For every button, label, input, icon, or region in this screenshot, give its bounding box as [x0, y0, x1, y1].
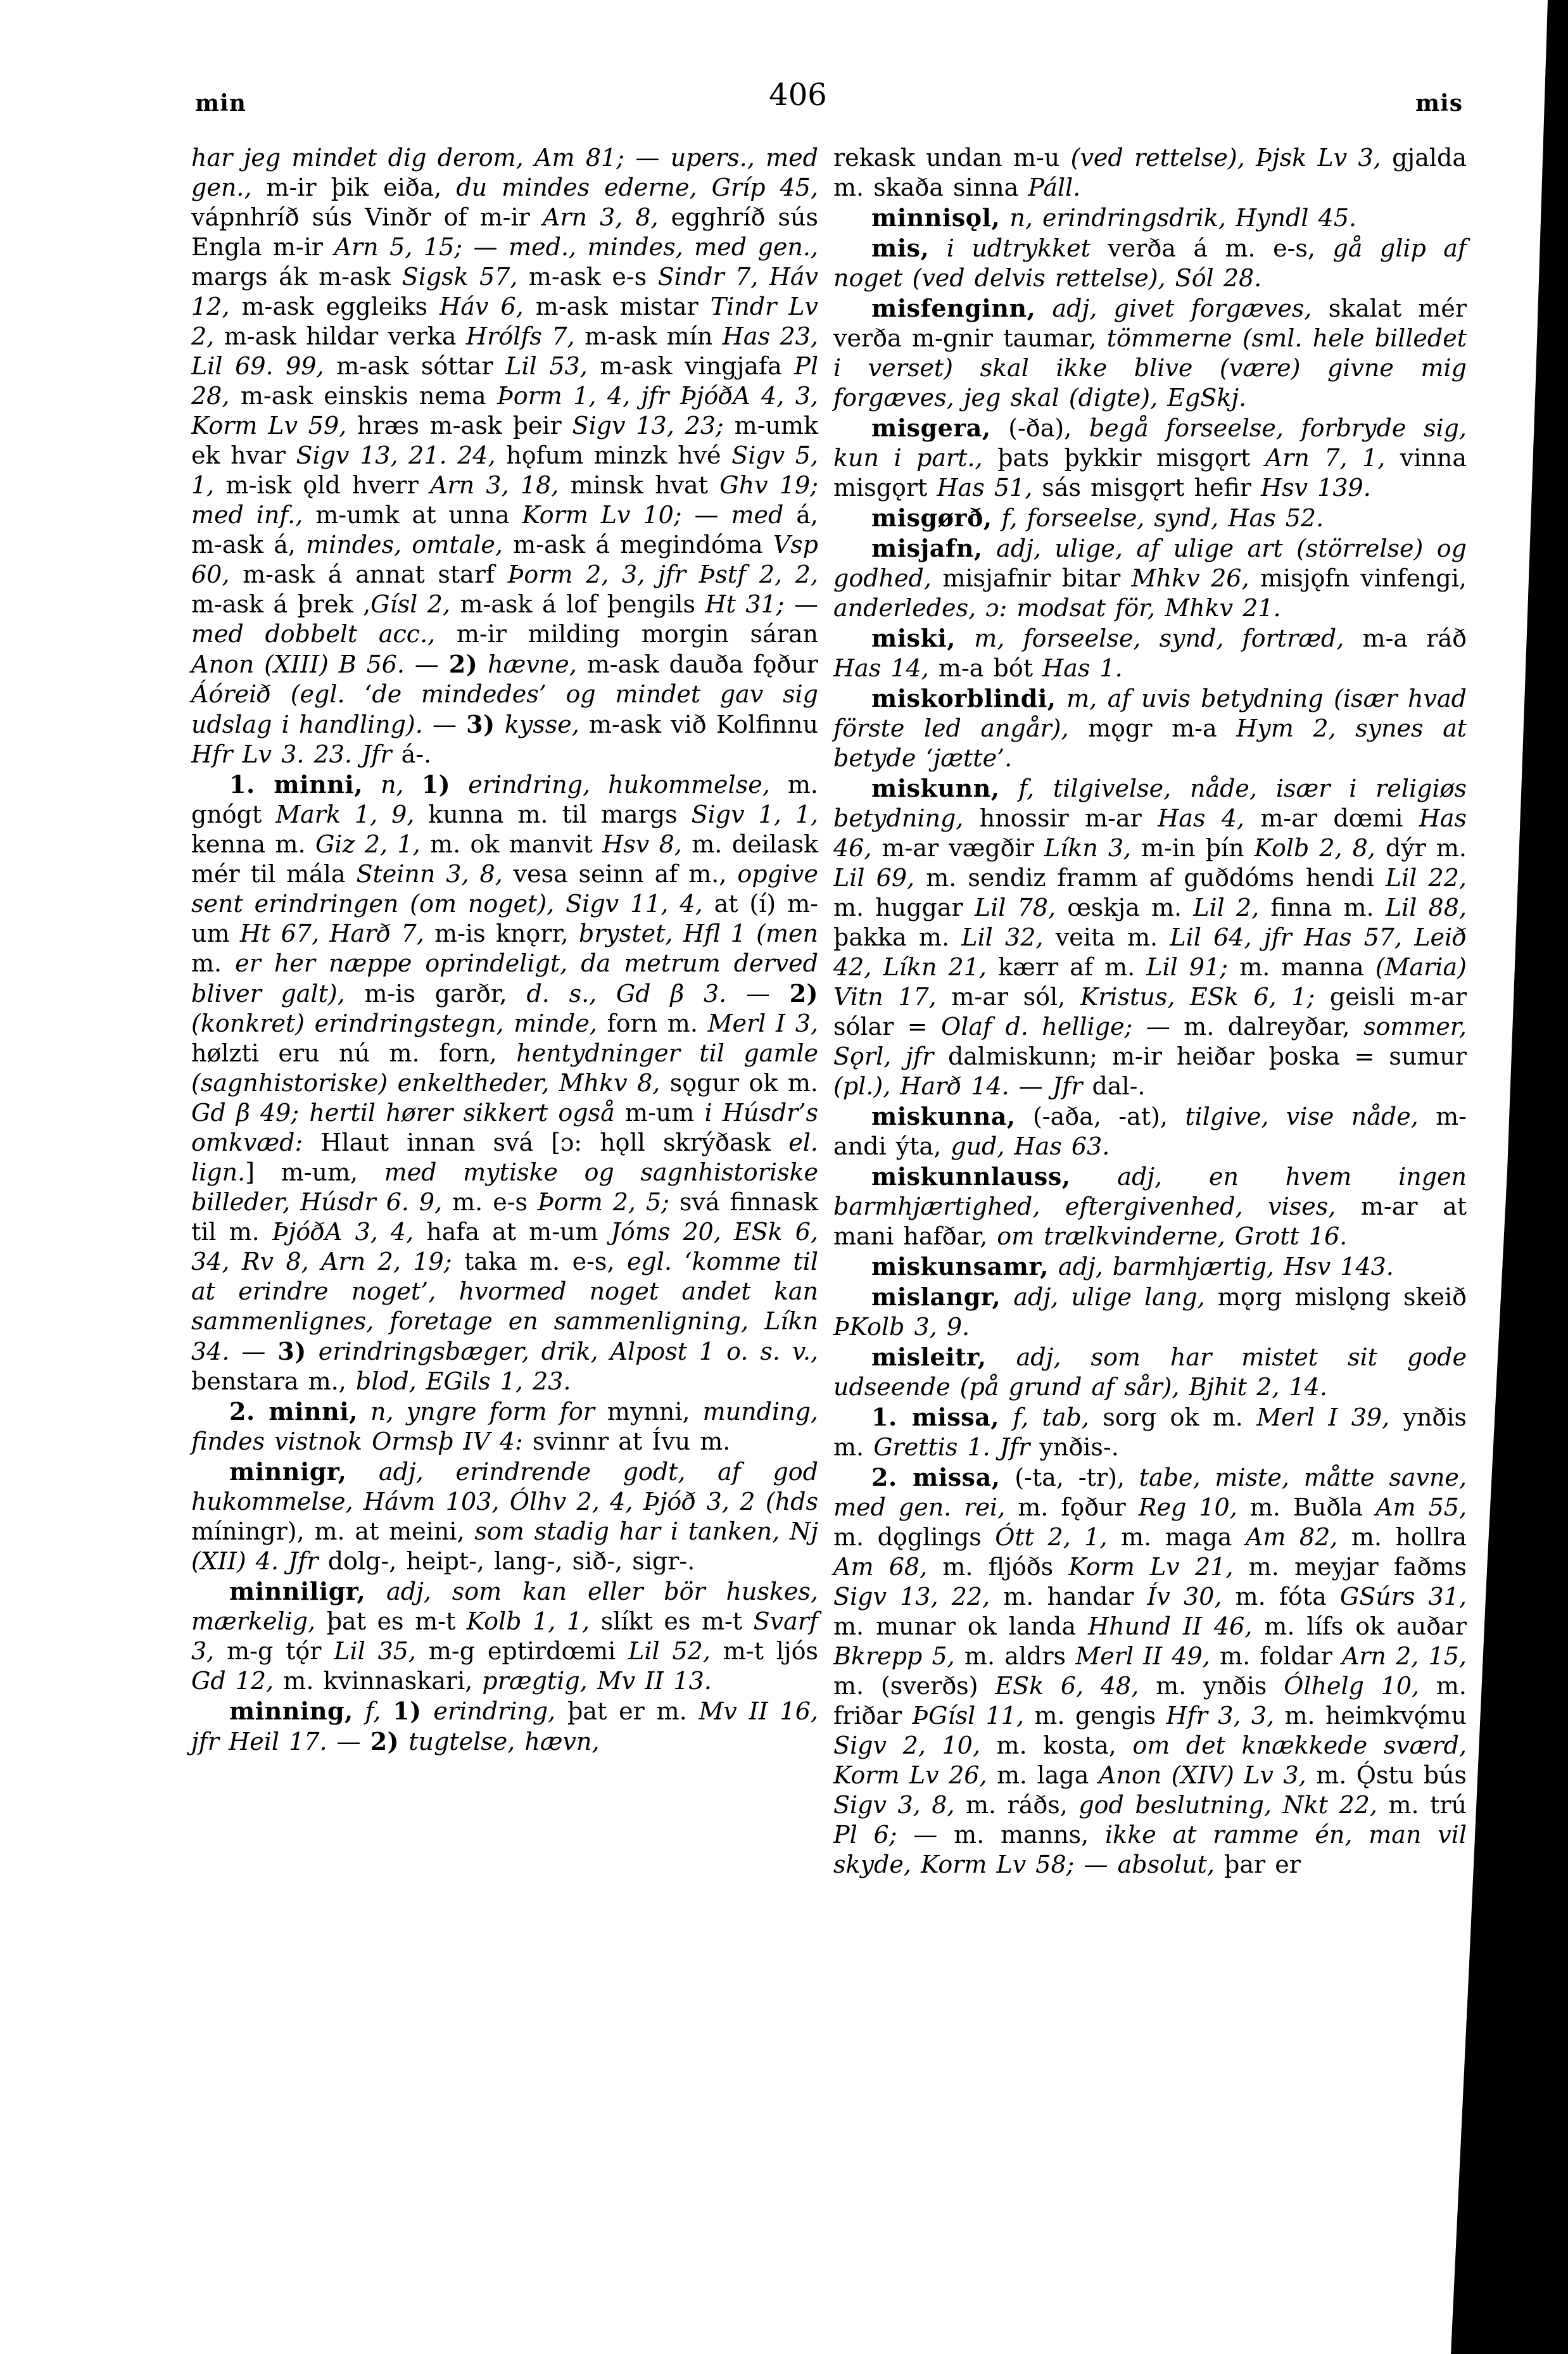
gloss-or-reference: i Húsdr’s omkvæd:	[191, 1099, 818, 1156]
gloss-or-reference: Ótt 2, 1,	[995, 1523, 1108, 1551]
gloss-or-reference: Hrólfs 7,	[465, 322, 575, 350]
gloss-or-reference: adj, som kan eller bör huskes, mærkelig,	[191, 1578, 818, 1635]
gloss-or-reference: Hfr 3, 3,	[1166, 1702, 1275, 1730]
entry-misjafn: misjafn, adj, ulige, af ulige art (störrelse) og godhed, misjafnir bitar Mhkv 26, misjǫfn vinfengi, anderledes, ɔ: modsat för, Mhkv 21.	[833, 534, 1467, 622]
gloss-or-reference: Pl 28,	[191, 352, 818, 410]
headword: misgørð,	[871, 503, 992, 532]
headword: 1)	[393, 1697, 422, 1725]
headword: 3)	[466, 710, 495, 738]
gloss-or-reference: absolut,	[1117, 1851, 1215, 1878]
entry-2-missa: 2. missa, (-ta, -tr), tabe, miste, måtte savne, med gen. rei, m. fǫður Reg 10, m. Buðla Am 55, m. dǫglings Ótt 2, 1, m. maga Am 82, m. hollra Am 68, m. fljóðs Korm Lv 21, m. meyjar faðms Sigv 13, 22, m. handar Ív 30, m. fóta GSúrs 31, m. munar ok landa Hhund II 46, m. lífs ok auðar Bkrepp 5, m. aldrs Merl II 49, m. foldar Arn 2, 15, m. (sverðs) ESk 6, 48, m. ynðis Ólhelg 10, m. friðar ÞGísl 11, m. gengis Hfr 3, 3, m. heimkvǫ́mu Sigv 2, 10, m. kosta, om det knækkede sværd, Korm Lv 26, m. laga Anon (XIV) Lv 3, m. Ǫ́stu bús Sigv 3, 8, m. ráðs, god beslutning, Nkt 22, m. trú Pl 6; — m. manns, ikke at ramme én, man vil skyde, Korm Lv 58; — absolut, þar er	[833, 1463, 1467, 1878]
gloss-or-reference: Hym 2, synes at betyde ‘jætte’.	[833, 714, 1467, 772]
gloss-or-reference: Lil 78,	[974, 894, 1056, 921]
entry-1-minni: 1. minni, n, 1) erindring, hukommelse, m. gnógt Mark 1, 9, kunna m. til margs Sigv 1, 1, kenna m. Giz 2, 1, m. ok manvit Hsv 8, m. deilask mér til mála Steinn 3, 8, vesa seinn af m., opgive sent erindringen (om noget), Sigv 11, 4, at (í) m-um Ht 67, Harð 7, m-is knǫrr, brystet, Hfl 1 (men m. er her næppe oprindeligt, da metrum derved bliver galt), m-is garðr, d. s., Gd β 3. — 2) (konkret) erindringstegn, minde, forn m. Merl I 3, hølzti eru nú m. forn, hentydninger til gamle (sagnhistoriske) enkeltheder, Mhkv 8, sǫgur ok m. Gd β 49; hertil hører sikkert også m-um i Húsdr’s omkvæd: Hlaut innan svá [ɔ: hǫll skrýðask el. lign.] m-um, med mytiske og sagnhistoriske billeder, Húsdr 6. 9, m. e-s Þorm 2, 5; svá finnask til m. ÞjóðA 3, 4, hafa at m-um Jóms 20, ESk 6, 34, Rv 8, Arn 2, 19; taka m. e-s, egl. ‘komme til at erindre noget’, hvormed noget andet kan sammenlignes, foretage en sammenligning, Líkn 34. — 3) erindringsbæger, drik, Alpost 1 o. s. v., benstara m., blod, EGils 1, 23.	[191, 770, 819, 1395]
gloss-or-reference: tömmerne (sml. hele billedet i verset) skal ikke blive (være) givne mig forgæves, jeg skal (digte), EgSkj.	[833, 324, 1467, 412]
headword: 2)	[448, 650, 478, 678]
gloss-or-reference: anderledes, ɔ: modsat för, Mhkv 21.	[833, 594, 1281, 622]
gloss-or-reference: Háv 6,	[439, 293, 524, 320]
gloss-or-reference: Merl II 49,	[1075, 1642, 1210, 1670]
gloss-or-reference: Pl 6;	[833, 1821, 897, 1849]
gloss-or-reference: har jeg mindet dig derom, Am 81;	[191, 144, 625, 172]
gloss-or-reference: er her næppe oprindeligt, da metrum derved bliver galt),	[191, 949, 818, 1008]
gloss-or-reference: Líkn 3,	[1044, 834, 1132, 862]
gloss-or-reference: Hsv 8,	[602, 830, 682, 858]
gloss-or-reference: f,	[365, 1697, 381, 1725]
gloss-or-reference: Kolb 1, 1,	[466, 1607, 590, 1635]
gloss-or-reference: m, af uvis betydning (især hvad förste led angår),	[833, 685, 1467, 742]
gloss-or-reference: Mv II 16, jfr Heil 17.	[191, 1697, 818, 1756]
gloss-or-reference: Sigv 13, 23;	[572, 412, 724, 440]
entry-miski: miski, m, forseelse, synd, fortræd, m-a ráð Has 14, m-a bót Has 1.	[833, 624, 1467, 682]
gloss-or-reference: begå forseelse, forbryde sig, kun i part.,	[833, 414, 1467, 472]
running-head-left: min	[195, 90, 246, 117]
gloss-or-reference: Þorm 2, 5;	[538, 1188, 669, 1216]
gloss-or-reference: sommer, Sǫrl, jfr	[833, 1013, 1467, 1070]
gloss-or-reference: gå glip af noget (ved delvis rettelse), Sól 28.	[833, 234, 1467, 292]
gloss-or-reference: d. s., Gd β 3.	[526, 980, 727, 1008]
gloss-or-reference: ÞGísl 11,	[912, 1702, 1025, 1730]
gloss-or-reference: Arn 3, 8,	[542, 203, 659, 231]
gloss-or-reference: Ht 31;	[705, 590, 785, 618]
headword: 2)	[370, 1727, 400, 1756]
gloss-or-reference: Gd 12,	[191, 1667, 274, 1695]
headword: miski,	[871, 624, 956, 652]
gloss-or-reference: ikke at ramme én, man vil skyde, Korm Lv 58;	[833, 1821, 1467, 1878]
gloss-or-reference: Sigv 3, 8,	[833, 1791, 955, 1819]
headword: misfenginn,	[871, 294, 1036, 322]
gloss-or-reference: Merl I 3,	[707, 1009, 818, 1037]
gloss-or-reference: Has 23, Lil 69. 99,	[191, 322, 818, 380]
gloss-or-reference: adj, givet forgæves,	[1052, 294, 1312, 322]
gloss-or-reference: Sigv 13, 21. 24,	[296, 441, 496, 469]
headword: 1. missa,	[871, 1403, 999, 1431]
gloss-or-reference: hævne,	[488, 650, 577, 678]
headword: minnigr,	[229, 1457, 347, 1486]
entry-misfenginn: misfenginn, adj, givet forgæves, skalat mér verða m-gnir taumar, tömmerne (sml. hele billedet i verset) skal ikke blive (være) givne mig forgæves, jeg skal (digte), EgSkj.	[833, 294, 1467, 412]
headword: miskunnlauss,	[871, 1162, 1071, 1191]
gloss-or-reference: munding, findes vistnok Ormsþ IV 4:	[191, 1398, 818, 1455]
gloss-or-reference: Gísl 2,	[370, 590, 451, 618]
gloss-or-reference: m, forseelse, synd, fortræd,	[974, 624, 1344, 652]
entry-miskunn: miskunn, f, tilgivelse, nåde, især i religiøs betydning, hnossir m-ar Has 4, m-ar dœmi Has 46, m-ar vægðir Líkn 3, m-in þín Kolb 2, 8, dýr m. Lil 69, m. sendiz framm af guðdóms hendi Lil 22, m. huggar Lil 78, œskja m. Lil 2, finna m. Lil 88, þakka m. Lil 32, veita m. Lil 64, jfr Has 57, Leið 42, Líkn 21, kærr af m. Lil 91; m. manna (Maria) Vitn 17, m-ar sól, Kristus, ESk 6, 1; geisli m-ar sólar = Olaf d. hellige; — m. dalreyðar, sommer, Sǫrl, jfr dalmiskunn; m-ir heiðar þoska = sumur (pl.), Harð 14. — Jfr dal-.	[833, 774, 1467, 1100]
entry-miskunsamr	[833, 1251, 1467, 1282]
entry-1-missa: 1. missa, f, tab, sorg ok m. Merl I 39, ynðis m. Grettis 1. Jfr ynðis-.	[833, 1403, 1467, 1461]
headword: miskunsamr,	[871, 1252, 1049, 1281]
headword: misgera,	[871, 414, 991, 442]
gloss-or-reference: gud, Has 63.	[951, 1132, 1110, 1160]
gloss-or-reference: adj, en hvem ingen barmhjærtighed, eftergivenhed, vises,	[833, 1163, 1467, 1220]
gloss-or-reference: Has 51,	[937, 474, 1033, 502]
gloss-or-reference: med., mindes, med gen.,	[509, 233, 818, 261]
gloss-or-reference: erindring,	[433, 1697, 556, 1725]
gloss-or-reference: Has 4,	[1158, 804, 1245, 832]
gloss-or-reference: Arn 7, 1,	[1265, 444, 1386, 472]
entry-miskunna: miskunna, (-aða, -at), tilgive, vise nåde, m-andi ýta, gud, Has 63.	[833, 1102, 1467, 1160]
gloss-or-reference: f, forseelse, synd, Has 52.	[1001, 504, 1324, 532]
gloss-or-reference: tugtelse, hævn,	[408, 1728, 600, 1756]
gloss-or-reference: Mhkv 26,	[1131, 564, 1249, 592]
gloss-or-reference: hentydninger til gamle (sagnhistoriske) enkeltheder, Mhkv 8,	[191, 1039, 818, 1097]
gloss-or-reference: Sigv 2, 10,	[833, 1731, 980, 1759]
entry-mis: mis, i udtrykket verða á m. e-s, gå glip af noget (ved delvis rettelse), Sól 28.	[833, 234, 1467, 292]
headword: miskunna,	[871, 1102, 1016, 1130]
gloss-or-reference: Lil 53,	[505, 352, 588, 380]
gloss-or-reference: f, tilgivelse, nåde, især i religiøs betydning,	[833, 775, 1467, 832]
gloss-or-reference: om det knækkede sværd, Korm Lv 26,	[833, 1731, 1467, 1789]
gloss-or-reference: Anon (XIII) B 56.	[191, 650, 405, 678]
gloss-or-reference: Hfr Lv 3. 23. Jfr	[191, 740, 392, 768]
headword: minnisǫl,	[871, 203, 1001, 232]
gloss-or-reference: med dobbelt acc.,	[191, 620, 436, 648]
gloss-or-reference: som stadig har i tanken, Nj (XII) 4. Jfr	[191, 1517, 819, 1575]
gloss-or-reference: (konkret) erindringstegn, minde,	[191, 1009, 597, 1037]
gloss-or-reference: blod, EGils 1, 23.	[355, 1367, 571, 1395]
gloss-or-reference: Steinn 3, 8,	[356, 860, 503, 888]
gloss-or-reference: Reg 10,	[1138, 1493, 1237, 1521]
running-head-right: mis	[1415, 90, 1463, 117]
gloss-or-reference: Mark 1, 9,	[275, 800, 415, 828]
gloss-or-reference: Ht 67, Harð 7,	[239, 920, 424, 947]
gloss-or-reference: Arn 5, 15;	[334, 233, 463, 261]
gloss-or-reference: Ghv 19;	[719, 471, 818, 499]
entry-minniligr: minniligr, adj, som kan eller bör huskes, mærkelig, þat es m-t Kolb 1, 1, slíkt es m-t Svarf 3, m-g tǫ́r Lil 35, m-g eptirdœmi Lil 52, m-t ljós Gd 12, m. kvinnaskari, prægtig, Mv II 13.	[191, 1577, 819, 1695]
gloss-or-reference: med	[731, 501, 784, 529]
entry-minnask-continuation: har jeg mindet dig derom, Am 81; — upers., med gen., m-ir þik eiða, du mindes ederne, Gríp 45, vápnhríð sús Vinðr of m-ir Arn 3, 8, egghríð sús Engla m-ir Arn 5, 15; — med., mindes, med gen., margs ák m-ask Sigsk 57, m-ask e-s Sindr 7, Háv 12, m-ask eggleiks Háv 6, m-ask mistar Tindr Lv 2, m-ask hildar verka Hrólfs 7, m-ask mín Has 23, Lil 69. 99, m-ask sóttar Lil 53, m-ask vingjafa Pl 28, m-ask einskis nema Þorm 1, 4, jfr ÞjóðA 4, 3, Korm Lv 59, hræs m-ask þeir Sigv 13, 23; m-umk ek hvar Sigv 13, 21. 24, hǫfum minzk hvé Sigv 5, 1, m-isk ǫld hverr Arn 3, 18, minsk hvat Ghv 19; med inf., m-umk at unna Korm Lv 10; — med á, m-ask á, mindes, omtale, m-ask á megindóma Vsp 60, m-ask á annat starf Þorm 2, 3, jfr Þstf 2, 2, m-ask á þrek ,Gísl 2, m-ask á lof þengils Ht 31; — med dobbelt acc., m-ir milding morgin sáran Anon (XIII) B 56. — 2) hævne, m-ask dauða fǫður Áóreið (egl. ‘de mindedes’ og mindet gav sig udslag i handling). — 3) kysse, m-ask við Kolfinnu Hfr Lv 3. 23. Jfr á-.	[191, 144, 819, 768]
gloss-or-reference: Lil 88,	[1385, 894, 1467, 921]
gloss-or-reference: Hsv 139.	[1261, 474, 1371, 502]
entry-misgera: misgera, (-ða), begå forseelse, forbryde sig, kun i part., þats þykkir misgǫrt Arn 7, 1, vinna misgǫrt Has 51, sás misgǫrt hefir Hsv 139.	[833, 414, 1467, 502]
headword: mislangr,	[871, 1282, 1001, 1311]
gloss-or-reference: Svarf 3,	[191, 1607, 818, 1665]
gloss-or-reference: Merl I 39,	[1256, 1403, 1390, 1431]
gloss-or-reference: Grettis 1. Jfr	[873, 1433, 1030, 1461]
gloss-or-reference: Sigv 13, 22,	[833, 1583, 990, 1610]
gloss-or-reference: Lil 2,	[1193, 894, 1260, 921]
headword: miskunn,	[871, 774, 1000, 802]
entry-minning-continuation: rekask undan m-u (ved rettelse), Þjsk Lv 3, gjalda m. skaða sinna Páll.	[833, 144, 1467, 201]
gloss-or-reference: adj, barmhjærtig, Hsv 143.	[1058, 1253, 1394, 1281]
gloss-or-reference: adj, som har mistet sit gode udseende (på grund af sår), Bjhit 2, 14.	[833, 1343, 1467, 1401]
headword: minniligr,	[229, 1577, 366, 1605]
headword: miskorblindi,	[871, 684, 1056, 712]
right-column	[833, 143, 1467, 1880]
gloss-or-reference: erindringsbæger, drik, Alpost 1 o. s. v.,	[318, 1338, 818, 1365]
headword: minning,	[229, 1697, 353, 1725]
gloss-or-reference: Bkrepp 5,	[833, 1642, 955, 1670]
gloss-or-reference: Has 14,	[833, 654, 929, 682]
gloss-or-reference: Vsp 60,	[191, 531, 818, 588]
gloss-or-reference: adj, ulige lang,	[1013, 1283, 1205, 1311]
entry-miskunnlauss: miskunnlauss, adj, en hvem ingen barmhjærtighed, eftergivenhed, vises, m-ar at mani hafðar, om trælkvinderne, Grott 16.	[833, 1162, 1467, 1250]
gloss-or-reference: Lil 35,	[334, 1637, 417, 1665]
gloss-or-reference: kysse,	[504, 711, 579, 738]
gloss-or-reference: Anon (XIV) Lv 3,	[1098, 1761, 1306, 1789]
headword: 2. minni,	[229, 1397, 358, 1426]
gloss-or-reference: med mytiske og sagnhistoriske billeder, Húsdr 6. 9,	[191, 1158, 818, 1216]
headword: 1)	[421, 770, 451, 799]
gloss-or-reference: GSúrs 31,	[1339, 1583, 1467, 1610]
entry-2-minni: 2. minni, n, yngre form for mynni, munding, findes vistnok Ormsþ IV 4: svinnr at Ívu m.	[191, 1397, 818, 1455]
gloss-or-reference: om trælkvinderne, Grott 16.	[997, 1222, 1348, 1250]
gloss-or-reference: Sigv 1, 1,	[691, 800, 818, 828]
headword: mis,	[871, 234, 930, 262]
gloss-or-reference: Lil 32,	[961, 923, 1044, 951]
gloss-or-reference: (Maria) Vitn 17,	[833, 953, 1467, 1011]
gloss-or-reference: i udtrykket	[946, 234, 1091, 262]
gloss-or-reference: (ved rettelse), Þjsk Lv 3,	[1070, 144, 1381, 172]
gloss-or-reference: el. lign.	[191, 1129, 818, 1186]
gloss-or-reference: mindes, omtale,	[306, 531, 503, 559]
gloss-or-reference: tilgive, vise nåde,	[1185, 1103, 1419, 1130]
headword: misjafn,	[871, 534, 983, 562]
gloss-or-reference: Has 46,	[833, 804, 1467, 862]
gloss-or-reference: brystet, Hfl 1 (men	[578, 920, 818, 947]
gloss-or-reference: Korm Lv 21,	[1068, 1553, 1234, 1581]
gloss-or-reference: Am 82,	[1245, 1523, 1338, 1551]
headword: 2. missa,	[871, 1463, 1001, 1491]
gloss-or-reference: opgive sent erindringen (om noget), Sigv 11, 4,	[191, 860, 818, 918]
gloss-or-reference: (pl.), Harð 14.	[833, 1072, 1009, 1100]
gloss-or-reference: n, yngre form for	[370, 1398, 595, 1426]
headword: 1. minni,	[229, 770, 363, 799]
gloss-or-reference: Am 68,	[833, 1553, 928, 1581]
entry-misgord	[833, 503, 1467, 533]
gloss-or-reference: n, erindringsdrik, Hyndl 45.	[1009, 204, 1357, 232]
gloss-or-reference: ESk 6, 48,	[995, 1672, 1139, 1700]
gloss-or-reference: Jóms 20, ESk 6, 34, Rv 8, Arn 2, 19;	[191, 1218, 818, 1275]
gloss-or-reference: Lil 64, jfr Has 57, Leið 42, Líkn 21,	[833, 923, 1467, 981]
page-number: 406	[769, 77, 827, 113]
gloss-or-reference: Tindr Lv 2,	[191, 293, 818, 350]
headword: misleitr,	[871, 1343, 987, 1371]
gloss-or-reference: Páll.	[1028, 174, 1081, 201]
entry-mislangr: mislangr, adj, ulige lang, mǫrg mislǫng skeið ÞKolb 3, 9.	[833, 1282, 1467, 1341]
entry-minnisol	[833, 203, 1467, 233]
gloss-or-reference: tabe, miste, måtte savne, med gen. rei,	[833, 1464, 1467, 1521]
gloss-or-reference: Þorm 1, 4, jfr ÞjóðA 4, 3, Korm Lv 59,	[191, 382, 818, 440]
gloss-or-reference: Sigsk 57,	[401, 263, 518, 291]
gloss-or-reference: prægtig, Mv II 13.	[482, 1667, 712, 1695]
gloss-or-reference: adj, ulige, af ulige art (störrelse) og godhed,	[833, 535, 1467, 592]
gloss-or-reference: Jfr	[1052, 1072, 1083, 1100]
gloss-or-reference: god beslutning, Nkt 22,	[1078, 1791, 1377, 1819]
gloss-or-reference: Lil 91;	[1146, 953, 1229, 981]
gloss-or-reference: Kolb 2, 8,	[1254, 834, 1375, 862]
gloss-or-reference: Has 1.	[1042, 654, 1123, 682]
gloss-or-reference: egl. ‘komme til at erindre noget’, hvormed noget andet kan sammenlignes, foretage en sammenligning, Líkn 34.	[191, 1248, 818, 1365]
headword: 2)	[789, 979, 819, 1008]
gloss-or-reference: Am 55,	[1375, 1493, 1467, 1521]
gloss-or-reference: adj, erindrende godt, af god hukommelse, Hávm 103, Ólhv 2, 4, Þjóð 3, 2 (hds	[191, 1458, 818, 1516]
gloss-or-reference: Gd β 49; hertil hører sikkert også	[191, 1099, 615, 1127]
gloss-or-reference: Olaf d. hellige;	[941, 1013, 1133, 1041]
gloss-or-reference: Áóreið (egl. ‘de mindedes’ og mindet gav sig udslag i handling).	[191, 680, 818, 738]
gloss-or-reference: Korm Lv 10;	[522, 501, 682, 529]
gloss-or-reference: Þorm 2, 3, jfr Þstf 2, 2,	[507, 560, 819, 588]
gloss-or-reference: Lil 52,	[628, 1637, 711, 1665]
headword: 3)	[277, 1337, 307, 1365]
gloss-or-reference: Arn 2, 15,	[1341, 1642, 1467, 1670]
entry-minnigr: minnigr, adj, erindrende godt, af god hukommelse, Hávm 103, Ólhv 2, 4, Þjóð 3, 2 (hds míningr), m. at meini, som stadig har i tanken, Nj (XII) 4. Jfr dolg-, heipt-, lang-, sið-, sigr-.	[191, 1457, 819, 1575]
gloss-or-reference: Kristus, ESk 6, 1;	[1080, 983, 1315, 1011]
gloss-or-reference: Ólhelg 10,	[1284, 1672, 1420, 1700]
left-column	[191, 143, 818, 1757]
gloss-or-reference: med inf.,	[191, 501, 303, 529]
gloss-or-reference: erindring, hukommelse,	[468, 771, 770, 799]
gloss-or-reference: f, tab,	[1013, 1403, 1089, 1431]
gloss-or-reference: Sindr 7, Háv 12,	[191, 263, 819, 320]
gloss-or-reference: Sigv 5, 1,	[191, 441, 819, 499]
gloss-or-reference: Ív 30,	[1147, 1583, 1222, 1610]
gloss-or-reference: ÞKolb 3, 9.	[833, 1313, 970, 1341]
gloss-or-reference: du mindes ederne, Gríp 45,	[456, 174, 818, 201]
gloss-or-reference: Giz 2, 1,	[315, 830, 420, 858]
entry-minning: minning, f, 1) erindring, þat er m. Mv II 16, jfr Heil 17. — 2) tugtelse, hævn,	[191, 1697, 818, 1756]
entry-miskorblindi: miskorblindi, m, af uvis betydning (især hvad förste led angår), mǫgr m-a Hym 2, synes at betyde ‘jætte’.	[833, 684, 1467, 772]
gloss-or-reference: Arn 3, 18,	[430, 471, 559, 499]
gloss-or-reference: Lil 69,	[833, 864, 915, 892]
gloss-or-reference: n,	[381, 771, 404, 799]
entry-misleitr	[833, 1342, 1467, 1402]
gloss-or-reference: upers., med gen.,	[191, 144, 818, 201]
gloss-or-reference: ÞjóðA 3, 4,	[272, 1218, 414, 1246]
gloss-or-reference: Hhund II 46,	[1088, 1612, 1253, 1640]
gloss-or-reference: Lil 22,	[1385, 864, 1467, 892]
